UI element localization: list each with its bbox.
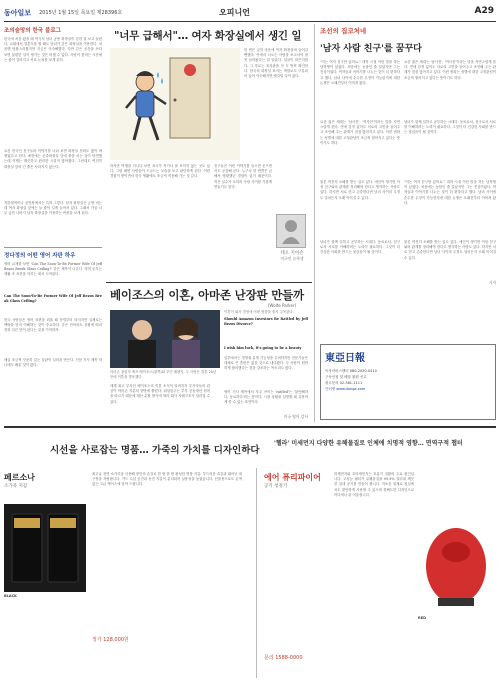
page-number: A29 — [474, 6, 494, 16]
author-photo — [276, 214, 306, 248]
info-line: 독자서비스센터 080-2020-0410 — [325, 369, 377, 373]
feature-photo — [110, 310, 220, 368]
ad-left-body: 최고급 천연 소가죽을 사용해 장인의 손길로 한 땀 한 땀 완성한 명품 지갑. 부드러운 촉감과 뛰어난 내구성을 자랑합니다. 카드 수납 공간과 동전 지갑이 분리되어 실용성을 높였습니다. 선물용으로도 손색없는 고급 케이스에 담아 드립니다. — [92, 472, 242, 487]
left-column-paragraph: 요즘 한국인 친구들과 이야기를 나눠 보면 화장실 문화도 많이 바뀌었다고 한다. 예전에는 공중화장실 앞에 줄을 서는 것이 당연했는데 이제는 깨끗하고 편리한 시설이 많아졌다. 그런데도 여전히 화장실 앞의 긴 줄은 사라지지 않는다. — [4, 149, 102, 169]
feature-author: 미국 영어 강사 — [283, 414, 308, 419]
column-divider — [314, 24, 315, 422]
right-column-paragraph: 남녀가 함께 일하고 공부하는 시대다. 동료로서, 친구로서 서로를 이해하려는 노력이 필요하다. 그것이 더 건강한 사회를 만드는 첫걸음이 될 것이다. — [320, 240, 400, 255]
feature-text-column — [110, 164, 210, 276]
right-column-author: 기자 — [488, 280, 496, 285]
ad-headline: 시선을 사로잡는 명품… 가죽의 가치를 디자인하다 — [50, 445, 260, 456]
feature-illustration — [110, 48, 240, 160]
left-column-paragraph: 영어 교재를 보면 'Can The Soon-To-Be Former Wife Of Jeff Bezos Break Glass Ceiling?' 같은 제목이 나온다. 영어 공부는 생활 속 표현을 익히는 데서 시작된다. — [4, 262, 102, 277]
feature-paragraph: 일부에서는 경영권 분쟁 가능성을 우려하지만 전문가들은 대체로 큰 혼란은 없을 것으로 내다봤다. 두 사람이 원만하게 합의했다는 점을 강조하는 목소리도 많다. — [224, 356, 308, 371]
right-column-headline: '남자 사람 친구'를 꿈꾸다 — [320, 44, 422, 54]
air-purifier-icon — [418, 512, 494, 612]
product-label: RED — [418, 616, 426, 620]
left-column-title: 조의술망의 한국 블로그 — [4, 28, 61, 34]
feature-paragraph: 친구들은 이런 이야기를 들으면 웃으면서도 공감해 준다. 누구나 한 번쯤은 급해서 당황했던 경험이 있기 때문이다. 작은 실수가 오히려 사람 사이를 가깝게 만들기도 한다. — [214, 164, 272, 189]
advertisement — [4, 426, 496, 688]
english-quote: I wish him luck, it's going to be a beauty — [224, 346, 302, 350]
ad-left-sub: 소가죽 지갑 — [4, 484, 28, 489]
feature-text-column — [214, 164, 272, 276]
column-divider — [256, 468, 257, 678]
info-website-link[interactable]: 인터넷 www.donga.com — [325, 387, 366, 391]
author-role: 미국인 유학생 — [280, 256, 304, 261]
feature-kicker: (Wolfe Parker) — [268, 303, 297, 308]
ad-right-headline: '헬라' 미세먼지 다양한 유해물질로 인체에 치명적 영향… 면역구적 챕터 — [274, 440, 463, 447]
ad-left-price: 정가 128,000원 — [92, 637, 129, 643]
page-header — [4, 4, 496, 22]
left-column-paragraph: 매일 조금씩 꾸준히 읽는 습관이 실력을 만든다. 신문 기사 제목 하나에도 배울 것이 많다. — [4, 358, 102, 368]
author-name: 테오 지어슨 — [280, 251, 304, 256]
left-column-paragraph: 지하철역이나 공연장에서는 특히 그렇다. 남자 화장실은 금방 비는데 여자 화장실 앞에는 늘 줄이 길게 늘어서 있다. 그래서 가끔 너무 급한 나머지 남자 화장실을 이용하는 여성을 보게 된다. — [4, 201, 102, 216]
right-column-series: 조선의 집코처네 — [320, 27, 367, 35]
left-column — [4, 26, 102, 420]
photo-caption: 아마존 창업자 제프 베이조스(왼쪽)와 부인 매켄지. 두 사람은 결혼 25년 만에 이혼을 발표했다. — [110, 370, 217, 379]
wallet-product-photo — [4, 504, 86, 592]
right-column-paragraph: 요즘 젊은 세대는 '남사친', '여사친'이라는 말을 자연스럽게 쓴다. 연애 감정 없이도 서로의 고민을 들어주고 조언해 주는 관계가 점점 많아지고 있다. 이런 변화는 성별에 대한 고정관념이 조금씩 옅어지고 있다는 뜻이기도 하다. — [404, 60, 496, 80]
ad-right-brand: 에어 퓨리파이어 — [264, 473, 321, 482]
english-quote: Can The Soon-To-Be Former Wife Of Jeff Bezos Break Glass Ceiling? — [4, 294, 102, 304]
feature-headline: 베이조스의 이혼, 아마존 난장판 만들까 — [110, 288, 304, 302]
avatar-icon — [281, 218, 301, 244]
feature-text-column — [224, 310, 308, 344]
product-label: BLACK — [4, 594, 17, 598]
ad-right-contact: 문의 1588-0000 — [264, 655, 303, 661]
restroom-sign-icon — [184, 64, 196, 76]
ad-left-brand-box — [4, 472, 64, 489]
ad-right-body: 미세먼지와 초미세먼지는 호흡기 질환의 주요 원인입니다. 고성능 필터가 유해물질을 99.9% 걸러내 깨끗한 실내 공기를 만들어 줍니다. 저소음 설계로 침실에서도 편안하게 사용할 수 있으며 컴팩트한 디자인으로 어디에나 잘 어울립니다. — [334, 472, 414, 497]
ad-right-sub: 공기 청정기 — [264, 484, 288, 489]
left-column-paragraph: 한국에 처음 왔을 때 여기서 남녀 공용 화장실이 흔한 걸 보고 놀랐다. 교회에서 결혼식을 할 때도 남녀가 같은 화장실을 이용한다. 처음엔 당황스러웠지만 지금은 익숙해졌다. 다만 같은 공간을 쓰다 보면 불편한 일이 생기는 것은 어쩔 수 없다. 사람이 붐비는 시간에는 줄이 길어지고 서로 눈치를 보게 된다. — [4, 37, 102, 62]
section-title: 오피니언 — [219, 8, 250, 17]
right-column — [320, 26, 496, 312]
photo-svg — [110, 310, 220, 368]
info-box — [320, 344, 496, 420]
author-box — [276, 164, 308, 276]
left-column-subtitle: 정다정의 어떤 영어 자판 하우 — [4, 253, 76, 259]
person-icon — [132, 320, 152, 340]
photo-caption: 이혼이 회사 경영에 어떤 영향을 줄지 주목된다. — [224, 310, 294, 314]
feature-paragraph: 영어 기사 제목에서 자주 쓰이는 'rattled'는 '불안해하다, 동요하다'라는 뜻이다. 시장 상황을 설명할 때 유용하게 쓸 수 있는 표현이다. — [224, 390, 308, 405]
purifier-product-photo — [418, 512, 494, 612]
feature-text-column — [244, 48, 308, 160]
feature-text-column — [224, 346, 308, 420]
ad-left-brand: 페르소나 — [4, 473, 35, 482]
wallet-icon — [4, 504, 86, 592]
divider — [106, 282, 312, 283]
issue-date: 2015년 1월 15일 목요일 제28396호 — [39, 10, 123, 16]
feature-headline: "너무 급해서"… 여자 화장실에서 생긴 일 — [114, 30, 302, 42]
info-line: 구독신청 및 배달 불편 신고 — [325, 375, 367, 379]
feature-paragraph: 한 번은 급한 마음에 여자 화장실에 들어갈 뻔했다. 안에서 나오는 사람을 보고서야 잘못 들어왔다는 걸 알았다. 얼굴이 화끈거렸다. 그 후로는 표지판을 꼭 두 번씩 확인한다. 한국의 화장실 표지는 색깔로도 구분되어 있어 익숙해지면 헷갈릴 일이 없다. — [244, 48, 308, 79]
right-column-paragraph: "저는 여자 친구만 있어요." 대학 시절 이런 말을 하는 남학생이 있었다. 처음에는 농담인 줄 알았지만 그는 진심이었다. 여자들과 이야기를 나누는 것이 더 편하다고 했다. 남녀 사이에 순수한 우정이 가능한지에 대한 논쟁은 오래전부터 이어져 왔다. — [320, 60, 400, 85]
info-line: 광고문의 02-361-1111 — [325, 381, 363, 385]
right-column-paragraph: 물론 여전히 오해를 받는 일도 있다. 애인이 생기면 이성 친구와의 관계를 정리해야 한다고 생각하는 사람도 있다. 하지만 서로 믿고 존중한다면 남녀 사이의 우정도 얼마든지 오래 이어질 수 있다. — [404, 240, 496, 260]
feature-paragraph: 하지만 여행을 다니다 보면 표시가 작거나 잘 보이지 않는 곳도 있다. 그럴 때면 사람들이 드나드는 모습을 보고 판단하게 된다. 이런 경험이 쌓이면서 한국 생활에도 조금씩 적응해 가는 것 같다. — [110, 164, 210, 179]
right-column-paragraph: 물론 여전히 오해를 받는 일도 있다. 애인이 생기면 이성 친구와의 관계를 정리해야 한다고 생각하는 사람도 있다. 하지만 서로 믿고 존중한다면 남녀 사이의 우정도 얼마든지 오래 이어질 수 있다. — [320, 180, 400, 200]
divider — [4, 247, 102, 248]
english-quote: Should Amazon Investors Be Rattled by Jeff Bezos Divorce? — [224, 316, 308, 326]
right-column-paragraph: 남녀가 함께 일하고 공부하는 시대다. 동료로서, 친구로서 서로를 이해하려는 노력이 필요하다. 그것이 더 건강한 사회를 만드는 첫걸음이 될 것이다. — [404, 120, 496, 135]
right-column-paragraph: "저는 여자 친구만 있어요." 대학 시절 이런 말을 하는 남학생이 있었다. 처음에는 농담인 줄 알았지만 그는 진심이었다. 여자들과 이야기를 나누는 것이 더 편하다고 했다. 남녀 사이에 순수한 우정이 가능한지에 대한 논쟁은 오래전부터 이어져 왔다. — [404, 180, 496, 205]
right-column-paragraph: 요즘 젊은 세대는 '남사친', '여사친'이라는 말을 자연스럽게 쓴다. 연애 감정 없이도 서로의 고민을 들어주고 조언해 주는 관계가 점점 많아지고 있다. 이런 변화는 성별에 대한 고정관념이 조금씩 옅어지고 있다는 뜻이기도 하다. — [320, 120, 400, 145]
feature-paragraph: 세계 최고 부자인 베이조스의 이혼 소식이 알려지자 투자자들의 관심이 아마존 지분의 향방에 쏠렸다. 워싱턴주는 부부 공동재산 원칙을 따르기 때문에 재산 분할 방식에 따라 회사 지배구조가 달라질 수 있다. — [110, 384, 210, 404]
left-column-paragraph: 한국 사람들은 영어 표현을 외울 때 문법부터 따지지만 실제로는 맥락을 먼저 이해하는 것이 중요하다. 같은 단어라도 상황에 따라 전혀 다른 뜻이 된다는 것을 기억하자. — [4, 318, 102, 333]
ad-right-brand-box — [264, 472, 334, 489]
info-box-brand: 東亞日報 — [325, 353, 365, 364]
newspaper-brand: 동아일보 — [4, 8, 32, 17]
illustration-svg — [110, 48, 240, 160]
feature-text-column — [110, 384, 210, 420]
